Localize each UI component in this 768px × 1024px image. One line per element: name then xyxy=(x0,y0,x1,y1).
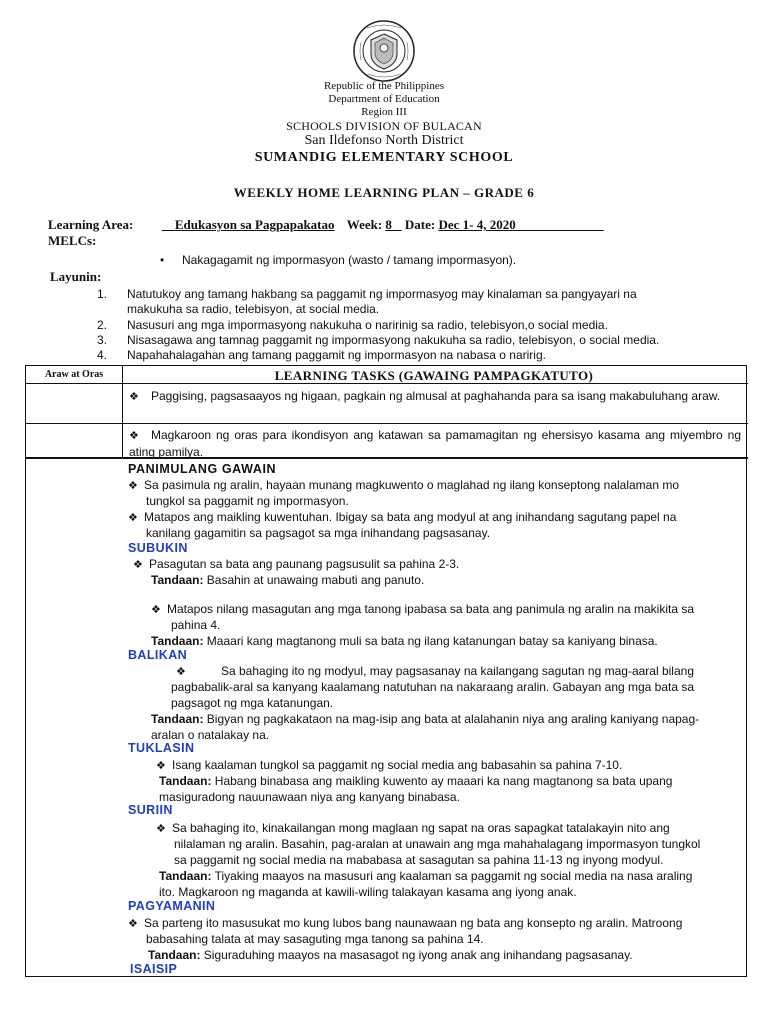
pagyamanin-item-1: ❖ Sa parteng ito masusukat mo kung lubos bang naunawaan ng bata ang konsepto ng aralin. Matroong xyxy=(128,916,683,930)
objective-2: 2. Nasusuri ang mga impormasyong nakukuha o naririnig sa radio, telebisyon,o social media. xyxy=(97,318,608,332)
pagyamanin-note: Tandaan: Siguraduhing maayos na masasagot ng iyong anak ang inihandang pagsasanay. xyxy=(148,948,633,962)
header-district: San Ildefonso North District xyxy=(304,133,464,148)
objective-1-cont: makukuha sa radio, telebisyon, at social media. xyxy=(127,302,380,316)
section-suriin: SURIIN xyxy=(128,803,173,817)
learning-area-line xyxy=(48,217,604,233)
balikan-item-1-cont2: pagsagot ng mga katanungan. xyxy=(171,696,334,710)
task-row-1: ❖ Paggising, pagsasaayos ng higaan, pagkain ng almusal at paghahanda para sa isang makabuluhang araw. xyxy=(129,389,721,403)
section-panimula: PANIMULANG GAWAIN xyxy=(128,462,277,476)
tuklasin-item-1: ❖ Isang kaalaman tungkol sa paggamit ng social media ang babasahin sa pahina 7-10. xyxy=(156,758,623,772)
header-republic: Republic of the Philippines xyxy=(323,80,445,92)
learning-area-label: Learning Area: xyxy=(48,217,134,232)
plan-title: WEEKLY HOME LEARNING PLAN – GRADE 6 xyxy=(233,185,535,200)
melcs-label: MELCs: xyxy=(48,233,97,248)
learning-area-value: Edukasyon sa Pagpapakatao xyxy=(174,217,335,232)
task-row-2: ❖ Magkaroon ng oras para ikondisyon ang katawan sa pamamagitan ng ehersisyo kasama ang miyembro ng ating pamilya. xyxy=(129,428,741,459)
learning-tasks-table xyxy=(25,365,747,977)
header-department: Department of Education xyxy=(328,93,440,105)
section-pagyamanin: PAGYAMANIN xyxy=(128,899,216,913)
suriin-note: Tandaan: Tiyaking maayos na masusuri ang kaalaman sa paggamit ng social media na nasa araling xyxy=(159,869,693,883)
deped-seal-icon xyxy=(353,20,415,82)
melc-item: • Nakagagamit ng impormasyon (wasto / tamang impormasyon). xyxy=(160,253,517,267)
week-label: Week: xyxy=(346,217,383,232)
row-divider xyxy=(26,423,748,424)
balikan-item-1-cont: pagbabalik-aral sa kanyang kaalamang natutuhan na nakaraang aralin. Gabayan ang mga bata sa xyxy=(171,680,695,694)
header-school: SUMANDIG ELEMENTARY SCHOOL xyxy=(254,150,514,165)
panimula-item-2: ❖ Matapos ang maikling kuwentuhan. Ibigay sa bata ang modyul at ang inihandang sagutang papel na xyxy=(128,510,677,524)
tuklasin-note: Tandaan: Habang binabasa ang maikling kuwento ay maaari ka nang magtanong sa bata upang xyxy=(159,774,673,788)
section-isaisip: ISAISIP xyxy=(130,962,178,976)
col-araw-header: Araw at Oras xyxy=(44,369,104,380)
header-division: SCHOOLS DIVISION OF BULACAN xyxy=(286,119,482,133)
suriin-note-cont: ito. Magkaroon ng maganda at kawili-wiling talakayan kasama ang iyong anak. xyxy=(159,885,577,899)
col-tasks-header: LEARNING TASKS (GAWAING PAMPAGKATUTO) xyxy=(274,368,594,383)
suriin-item-1-cont2: sa paggamit ng social media na mababasa at sasagutan sa pahina 11-13 ng inyong modyul. xyxy=(174,853,664,867)
objective-1: 1. Natutukoy ang tamang hakbang sa paggamit ng impormasyog may kinalaman sa pangyayari na xyxy=(97,287,637,301)
date-label: Date: xyxy=(404,217,436,232)
objective-4: 4. Napahahalagahan ang tamang paggamit ng impormasyon na nabasa o naririg. xyxy=(97,348,546,362)
subukin-note-1: Tandaan: Basahin at unawaing mabuti ang panuto. xyxy=(151,573,425,587)
subukin-item-2: ❖ Matapos nilang masagutan ang mga tanong ipabasa sa bata ang panimula ng aralin na makikita sa xyxy=(151,602,695,616)
balikan-note: Tandaan: Bigyan ng pagkakataon na mag-isip ang bata at alalahanin niya ang araling kaniyang napag- xyxy=(151,712,700,726)
objective-3: 3. Nisasagawa ang tamnag paggamit ng impormasyong nakukuha sa radio, telebisyon, o social media. xyxy=(97,333,660,347)
date-value: Dec 1- 4, 2020 xyxy=(438,217,516,232)
subukin-item-2-cont: pahina 4. xyxy=(171,618,221,632)
suriin-item-1-cont: nilalaman ng aralin. Basahin, pag-aralan at unawain ang mga mahahalagang impormasyon tungkol xyxy=(174,837,701,851)
suriin-item-1: ❖ Sa bahaging ito, kinakailangan mong maglaan ng sapat na oras sapagkat tatalakayin nito ang xyxy=(156,821,670,835)
subukin-item-1: ❖ Pasagutan sa bata ang paunang pagsusulit sa pahina 2-3. xyxy=(133,557,460,571)
section-tuklasin: TUKLASIN xyxy=(128,741,195,755)
pagyamanin-item-1-cont: babasahing talata at may sasaguting mga tanong sa pahina 14. xyxy=(146,932,484,946)
week-value: 8 xyxy=(385,217,392,232)
tuklasin-note-cont: masiguradong nauunawaan niya ang kanyang binabasa. xyxy=(159,790,460,804)
subukin-note-2: Tandaan: Maaari kang magtanong muli sa bata ng ilang katanungan batay sa kaniyang binasa. xyxy=(151,634,658,648)
section-balikan: BALIKAN xyxy=(128,648,188,662)
balikan-item-1: ❖ Sa bahaging ito ng modyul, may pagsasanay na kailangang sagutan ng mag-aaral bilang xyxy=(176,664,694,678)
section-subukin: SUBUKIN xyxy=(128,541,188,555)
panimula-item-2-cont: kanilang gagamitin sa pagsagot sa mga inihandang pagsasanay. xyxy=(146,526,491,540)
balikan-note-cont: aralan o natalakay na. xyxy=(151,728,270,742)
header-region: Region III xyxy=(361,106,407,118)
panimula-item-1-cont: tungkol sa paggamit ng impormasyon. xyxy=(146,494,349,508)
panimula-item-1: ❖ Sa pasimula ng aralin, hayaan munang magkuwento o maglahad ng ilang konseptong nalalaman mo xyxy=(128,478,680,492)
layunin-label: Layunin: xyxy=(50,269,102,284)
